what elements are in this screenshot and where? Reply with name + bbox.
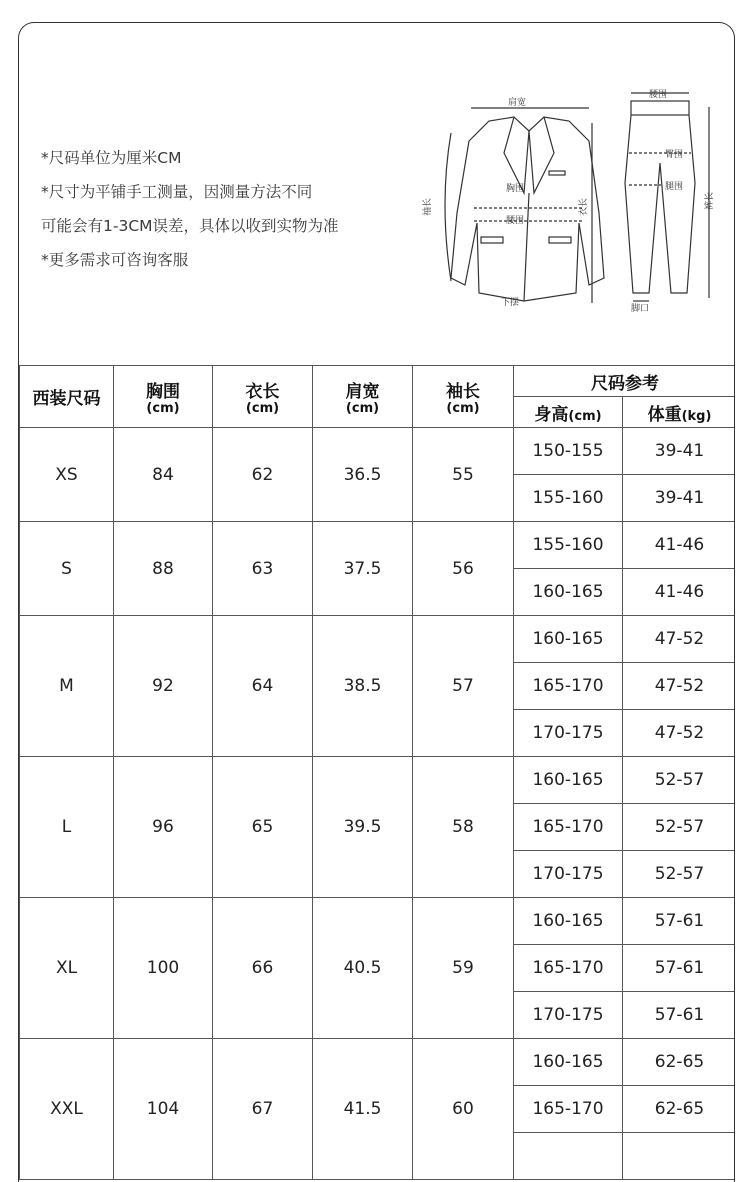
table-row: [20, 898, 736, 945]
cell-sleeve: 60: [413, 1039, 514, 1180]
cell-sleeve: 57: [413, 616, 514, 757]
header-sleeve-text: 袖长: [446, 382, 480, 402]
cell-shoulder: 41.5: [313, 1039, 413, 1180]
table-row: [20, 616, 736, 663]
cell-ref-weight: 47-52: [623, 663, 736, 710]
jacket-sleeve-label: 袖长: [423, 197, 433, 216]
pants-thigh-label: 腿围: [665, 182, 684, 192]
cell-ref-height: 170-175: [514, 992, 623, 1039]
cell-length: 62: [213, 428, 313, 522]
header-reference: 尺码参考: [514, 366, 736, 397]
cell-ref-height: 160-165: [514, 898, 623, 945]
table-row: [20, 1039, 736, 1086]
cell-chest: 84: [114, 428, 213, 522]
cell-sleeve: 58: [413, 757, 514, 898]
cell-chest: 96: [114, 757, 213, 898]
cell-ref-height: 160-165: [514, 757, 623, 804]
header-height: [514, 397, 623, 428]
cell-sleeve: 59: [413, 898, 514, 1039]
cell-ref-weight: 47-52: [623, 616, 736, 663]
garment-diagrams: [19, 23, 735, 323]
cell-ref-weight: 41-46: [623, 522, 736, 569]
jacket-chest-label: 胸围: [506, 184, 525, 194]
cell-length: 63: [213, 522, 313, 616]
table-row: [20, 757, 736, 804]
jacket-shoulder-label: 肩宽: [508, 98, 527, 108]
header-weight-text: 体重: [647, 404, 682, 425]
cell-ref-weight: 39-41: [623, 428, 736, 475]
pants-cuff-label: 脚口: [631, 304, 650, 314]
cell-chest: 92: [114, 616, 213, 757]
size-table-body: [20, 428, 736, 1180]
cell-ref-weight: 62-65: [623, 1039, 736, 1086]
cell-ref-height: 165-170: [514, 804, 623, 851]
cell-ref-height: 160-165: [514, 616, 623, 663]
jacket-length-label: 衣长: [579, 197, 589, 216]
table-row: [20, 428, 736, 475]
header-length-text: 衣长: [245, 382, 280, 402]
cell-size: M: [20, 616, 114, 757]
header-unit: (cm): [345, 401, 380, 416]
cell-shoulder: 36.5: [313, 428, 413, 522]
header-unit: (cm): [146, 401, 180, 416]
cell-size: XXL: [20, 1039, 114, 1180]
cell-length: 66: [213, 898, 313, 1039]
cell-shoulder: 39.5: [313, 757, 413, 898]
header-weight: [623, 397, 736, 428]
header-unit: (cm): [245, 401, 280, 416]
cell-ref-weight: 41-46: [623, 569, 736, 616]
size-table: [19, 365, 735, 1180]
header-length: [213, 366, 313, 428]
pants-length-label: 裤长: [705, 191, 715, 210]
cell-ref-weight: 57-61: [623, 945, 736, 992]
header-height-unit: (cm): [568, 408, 602, 424]
cell-size: L: [20, 757, 114, 898]
cell-chest: 104: [114, 1039, 213, 1180]
cell-ref-height: [514, 1133, 623, 1180]
cell-shoulder: 40.5: [313, 898, 413, 1039]
cell-ref-height: 160-165: [514, 1039, 623, 1086]
cell-ref-weight: 57-61: [623, 992, 736, 1039]
cell-length: 65: [213, 757, 313, 898]
pants-waist-label: 腰围: [649, 90, 668, 100]
cell-shoulder: 37.5: [313, 522, 413, 616]
header-size: 西装尺码: [20, 366, 114, 428]
header-sleeve: [413, 366, 514, 428]
note-line: *尺寸为平铺手工测量，因测量方法不同: [41, 183, 313, 201]
cell-ref-weight: 47-52: [623, 710, 736, 757]
jacket-hem-label: 下摆: [501, 298, 520, 308]
size-chart-card: [18, 22, 735, 1182]
header-unit: (cm): [446, 401, 480, 416]
cell-ref-height: 160-165: [514, 569, 623, 616]
note-line: *尺码单位为厘米CM: [41, 149, 182, 167]
cell-ref-height: 165-170: [514, 1086, 623, 1133]
cell-ref-height: 170-175: [514, 851, 623, 898]
cell-ref-height: 155-160: [514, 522, 623, 569]
jacket-waist-label: 腰围: [506, 216, 525, 226]
header-height-text: 身高: [534, 404, 569, 425]
header-shoulder-text: 肩宽: [345, 382, 380, 402]
cell-ref-weight: 52-57: [623, 851, 736, 898]
cell-ref-weight: [623, 1133, 736, 1180]
cell-length: 64: [213, 616, 313, 757]
header-chest: [114, 366, 213, 428]
cell-ref-height: 155-160: [514, 475, 623, 522]
table-row: [20, 522, 736, 569]
cell-ref-weight: 57-61: [623, 898, 736, 945]
header-chest-text: 胸围: [146, 382, 180, 402]
cell-length: 67: [213, 1039, 313, 1180]
cell-ref-weight: 62-65: [623, 1086, 736, 1133]
note-line: *更多需求可咨询客服: [41, 251, 189, 269]
cell-size: S: [20, 522, 114, 616]
cell-ref-height: 150-155: [514, 428, 623, 475]
cell-chest: 88: [114, 522, 213, 616]
cell-ref-height: 165-170: [514, 945, 623, 992]
cell-shoulder: 38.5: [313, 616, 413, 757]
cell-ref-height: 165-170: [514, 663, 623, 710]
cell-ref-weight: 52-57: [623, 804, 736, 851]
cell-ref-weight: 52-57: [623, 757, 736, 804]
header-weight-unit: (kg): [681, 408, 712, 424]
cell-ref-height: 170-175: [514, 710, 623, 757]
pants-diagram: [625, 93, 709, 301]
cell-sleeve: 55: [413, 428, 514, 522]
cell-chest: 100: [114, 898, 213, 1039]
note-line: 可能会有1-3CM误差，具体以收到实物为准: [41, 217, 339, 235]
cell-sleeve: 56: [413, 522, 514, 616]
header-shoulder: [313, 366, 413, 428]
cell-size: XS: [20, 428, 114, 522]
cell-size: XL: [20, 898, 114, 1039]
pants-hip-label: 臀围: [665, 150, 684, 160]
cell-ref-weight: 39-41: [623, 475, 736, 522]
